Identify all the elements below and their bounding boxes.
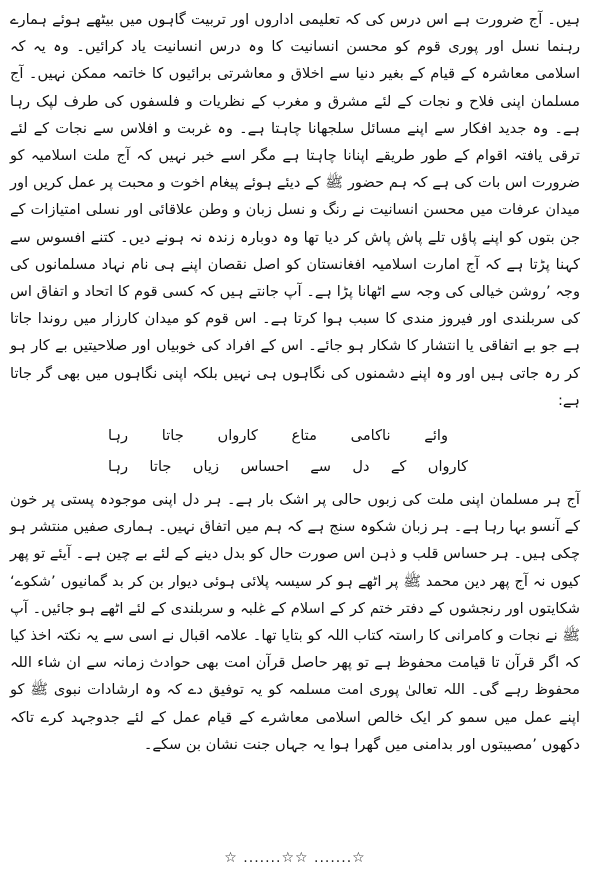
poem-couplet xyxy=(10,420,580,482)
poem-line-2: کارواں کے دل سے احساس زیاں جاتا رہا xyxy=(108,458,468,476)
paragraph-1: ہیں۔ آج ضرورت ہے اس درس کی کہ تعلیمی اداروں اور تربیت گاہوں میں بیٹھے ہوئے ہمارے رہنما نسل اور پوری قوم کو محسن انسانیت کا وہ درس انسانیت یاد کرائیں۔ وہ یہ کہ اسلامی معاشرہ کے قیام کے بغیر دنیا سے اخلاق و معاشرتی برائیوں کا خاتمہ ممکن نہیں۔ آج مسلمان اپنی فلاح و نجات کے لئے مشرق و مغرب کے نظریات و فلسفوں کی طرف لپک رہا ہے۔ وہ جدید افکار سے اپنے مسائل سلجھانا چاہتا ہے۔ وہ غربت و افلاس سے نجات کے لئے ترقی یافتہ اقوام کے طور طریقے اپنانا چاہتا ہے مگر اسے خبر نہیں کہ آج ملت اسلامیہ کو ضرورت اس بات کی ہے کہ ہم حضور ﷺ کے دیئے ہوئے پیغام اخوت و محبت پر عمل کریں اور میدان عرفات میں محسن انسانیت نے رنگ و نسل زبان و وطن علاقائی اور نسلی امتیازات کے جن بتوں کو اپنے پاؤں تلے پاش پاش کر دیا تھا وہ دوبارہ زندہ نہ ہونے دیں۔ کتنے افسوس سے کہنا پڑتا ہے کہ آج امارت اسلامیہ افغانستان کو اصل نقصان اپنے ہی نام نہاد مسلمانوں کی وجہ ’روشن خیالی کی وجہ سے اٹھانا پڑا ہے۔ آپ جانتے ہیں کہ کسی قوم کا اتحاد و اتفاق اس کی سربلندی اور فیروز مندی کا سبب ہوا کرتا ہے۔ اس قوم کو میدان کارزار میں روندا جاتا ہے جو بے اتفاقی یا انتشار کا شکار ہو جائے۔ اس کے افراد کی خوبیاں اور صلاحیتیں بے کار ہو کر رہ جاتی ہیں اور وہ اپنے دشمنوں کی نگاہوں ہی نہیں بلکہ اپنی نگاہوں میں بھی گر جاتا ہے: xyxy=(10,11,580,409)
paragraph-2: آج ہر مسلمان اپنی ملت کی زبوں حالی پر اشک بار ہے۔ ہر دل اپنی موجودہ پستی پر خون کے آنسو بہا رہا ہے۔ ہر زبان شکوہ سنج ہے کہ ہم میں اتفاق نہیں۔ ہماری صفیں منتشر ہو چکی ہیں۔ ہر حساس قلب و ذہن اس صورت حال کو بدل دینے کے لئے بے چین ہے۔ آیئے تو پھر کیوں نہ آج پھر دین محمد ﷺ پر اٹھے ہو کر سیسہ پلائی ہوئی دیوار بن کر بد گمانیوں ’شکوے‘ شکایتوں اور رنجشوں کے دفتر ختم کر کے اسلام کے غلبہ و سربلندی کے لئے اٹھے ہو جائیں۔ آپ ﷺ نے نجات و کامرانی کا راستہ کتاب اللہ کو بتایا تھا۔ علامہ اقبال نے اسی سے یہ نکتہ اخذ کیا کہ اگر قرآن تا قیامت محفوظ ہے تو پھر حاصل قرآن امت بھی حوادث زمانہ سے ان شاء اللہ محفوظ رہے گی۔ اللہ تعالیٰ پوری امت مسلمہ کو یہ توفیق دے کہ وہ ارشادات نبوی ﷺ کو اپنے عمل میں سمو کر ایک خالص اسلامی معاشرے کے قیام عمل کے لئے جدوجہد کرے تاکہ دکھوں ’مصیبتوں اور بدامنی میں گھرا ہوا یہ جہاں جنت نشان بن سکے۔ xyxy=(10,491,580,753)
section-end-ornament: ☆ .......☆☆ .......☆ xyxy=(224,850,366,866)
poem-line-1: وائے ناکامی متاع کارواں جاتا رہا xyxy=(108,427,448,445)
